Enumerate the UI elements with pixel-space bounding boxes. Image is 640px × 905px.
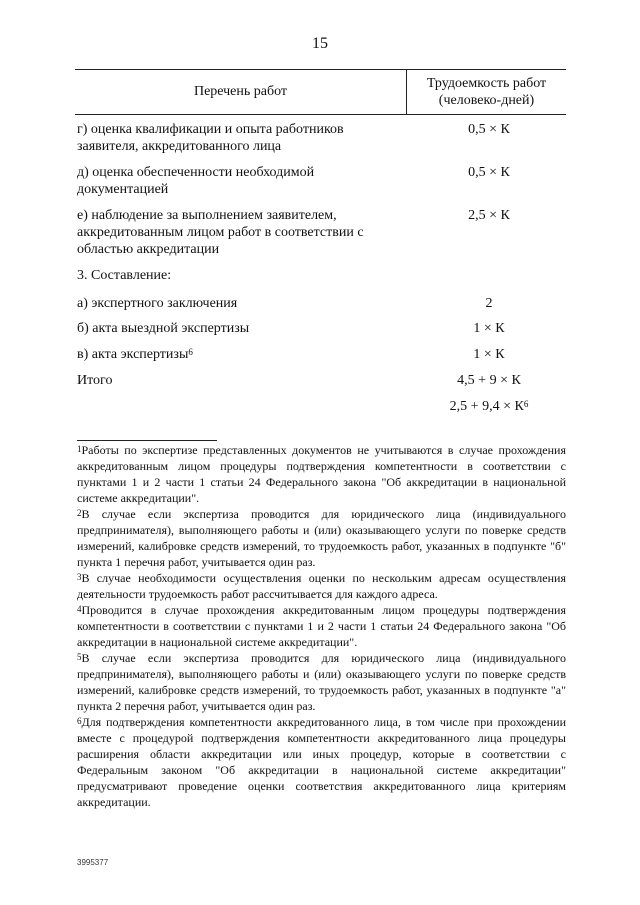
row-name: 3. Составление: xyxy=(77,268,172,283)
footnote-ref: 6 xyxy=(523,399,529,409)
row-value: 4,5 + 9 × К xyxy=(457,373,521,388)
footnote-mark: 4 xyxy=(77,604,82,614)
page-number: 15 xyxy=(312,35,328,52)
footnote-mark: 6 xyxy=(77,716,82,726)
footnote-text: Работы по экспертизе представленных документов не учитываются в случае прохождения аккредитованным лицом процедуры подтверждения компетентности в соответствии с пунктами 1 и 2 части 1 статьи 24 Федерального закона "Об аккредитации в национальной системе аккредитации". xyxy=(77,443,566,505)
document-id: 3995377 xyxy=(77,858,109,867)
footnote-mark: 1 xyxy=(77,444,82,454)
row-value: 1 × К xyxy=(473,321,505,336)
header-works: Перечень работ xyxy=(75,70,407,114)
footnote-text: Проводится в случае прохождения аккредитованным лицом процедуры подтверждения компетентности в соответствии с пунктами 1 и 2 части 1 статьи 24 Федерального закона "Об аккредитации в национальной системе аккредитации". xyxy=(77,603,566,649)
row-value xyxy=(412,398,566,415)
footnote-text: В случае если экспертиза проводится для юридического лица (индивидуального предпринимателя), выполняющего работы и (или) оказывающего услуги по поверке средств измерений, калибровке средств измерений, то трудоемкость работ, указанных в подпункте "б" пункта 1 перечня работ, учитывается один раз. xyxy=(77,507,566,569)
row-name: б) акта выездной экспертизы xyxy=(77,321,250,336)
header-labor-line2: (человеко-дней) xyxy=(438,93,535,108)
row-name xyxy=(77,346,397,363)
footnote-text: Для подтверждения компетентности аккредитованного лица, в том числе при прохождении вместе с процедурой подтверждения компетентности аккредитованного лица процедуры расширения области аккредитации или иных процедур, которые в соответствии с Федеральным законом "Об аккредитации в национальной системе аккредитации" предусматривают проведение оценки соответствия аккредитованного лица критериям аккредитации. xyxy=(77,715,566,809)
footnote xyxy=(77,442,566,506)
footnote xyxy=(77,714,566,810)
row-name: Итого xyxy=(77,373,113,388)
row-name: г) оценка квалификации и опыта работников заявителя, аккредитованного лица xyxy=(77,122,344,154)
row-name: а) экспертного заключения xyxy=(77,296,238,311)
row-value: 1 × К xyxy=(473,347,505,362)
footnote xyxy=(77,602,566,650)
footnote-ref: 6 xyxy=(188,347,193,357)
footnote-mark: 3 xyxy=(77,572,82,582)
footnote-mark: 2 xyxy=(77,508,82,518)
footnote-separator xyxy=(77,440,217,441)
header-labor xyxy=(407,70,566,114)
row-value: 0,5 × К xyxy=(468,122,510,137)
header-labor-line1: Трудоемкость работ xyxy=(426,76,547,91)
row-value: 2,5 × К xyxy=(468,208,510,223)
footnote-mark: 5 xyxy=(77,652,82,662)
footnote xyxy=(77,570,566,602)
footnotes xyxy=(77,442,566,810)
row-name: е) наблюдение за выполнением заявителем, аккредитованным лицом работ в соответствии с областью аккредитации xyxy=(77,208,364,257)
footnote xyxy=(77,650,566,714)
row-value: 2 xyxy=(485,296,493,311)
table-header xyxy=(75,69,566,115)
footnote xyxy=(77,506,566,570)
footnote-text: В случае необходимости осуществления оценки по нескольким адресам осуществления деятельности трудоемкость работ рассчитывается для каждого адреса. xyxy=(77,571,566,601)
row-name-text: в) акта экспертизы xyxy=(77,347,189,362)
footnote-text: В случае если экспертиза проводится для юридического лица (индивидуального предпринимателя), выполняющего работы и (или) оказывающего услуги по поверке средств измерений, калибровке средств измерений, то трудоемкость работ, указанных в подпункте "а" пункта 2 перечня работ, учитывается один раз. xyxy=(77,651,566,713)
row-name: д) оценка обеспеченности необходимой документацией xyxy=(77,165,315,197)
row-value-text: 2,5 + 9,4 × К xyxy=(449,399,524,414)
row-value: 0,5 × К xyxy=(468,165,510,180)
